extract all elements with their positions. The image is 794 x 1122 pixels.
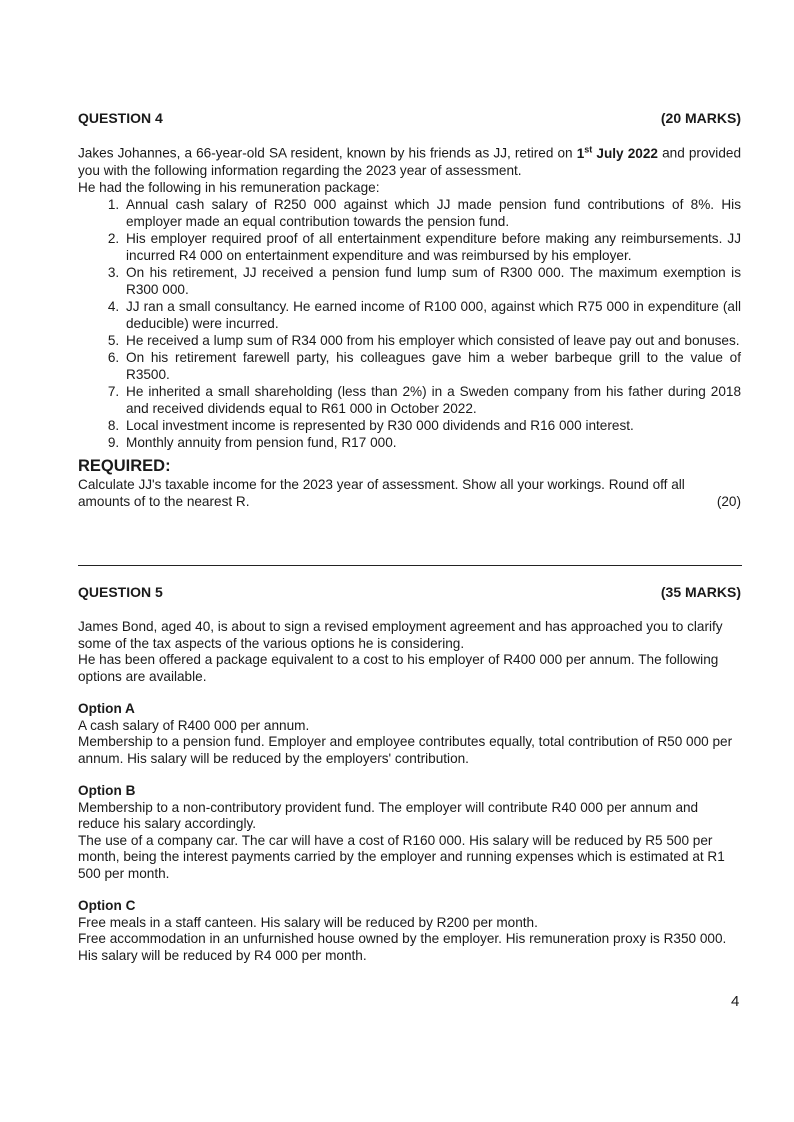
option-title: Option A — [78, 701, 135, 716]
question-4-required — [78, 456, 741, 510]
option-c — [78, 898, 741, 964]
option-b — [78, 783, 741, 882]
question-4-body — [78, 141, 741, 451]
retirement-date — [577, 146, 658, 161]
option-line: Membership to a pension fund. Employer and employee contributes equally, total contribution of R50 000 per annum. His salary will be reduced by the employers' contribution. — [78, 734, 733, 766]
date-suffix: st — [584, 144, 593, 154]
question-4-header — [78, 110, 741, 127]
intro-text-cont: and provided you with the following information regarding the 2023 year of assessment. — [78, 145, 741, 178]
option-line: Free accommodation in an unfurnished house owned by the employer. His remuneration proxy is R350 000. His salary will be reduced by R4 000 per month. — [78, 931, 727, 963]
page-number: 4 — [731, 993, 740, 1010]
question-4-title: QUESTION 4 — [78, 110, 163, 126]
list-item: 5. He received a lump sum of R34 000 from his employer which consisted of leave pay out and bonuses. — [123, 332, 741, 349]
option-title: Option B — [78, 783, 136, 798]
list-item: 1. Annual cash salary of R250 000 against which JJ made pension fund contributions of 8%. His employer made an equal contribution towards the pension fund. — [123, 196, 741, 230]
list-item: 8. Local investment income is represented by R30 000 dividends and R16 000 interest. — [123, 417, 741, 434]
list-item: 4. JJ ran a small consultancy. He earned income of R100 000, against which R75 000 in expenditure (all deducible) were incurred. — [123, 298, 741, 332]
section-divider — [78, 565, 742, 566]
list-item: 3. On his retirement, JJ received a pension fund lump sum of R300 000. The maximum exemption is R300 000. — [123, 264, 741, 298]
required-line-1: Calculate JJ's taxable income for the 2023 year of assessment. Show all your workings. Round off all — [78, 477, 685, 492]
intro-text: Jakes Johannes, a 66-year-old SA resident, known by his friends as JJ, retired on — [78, 145, 577, 161]
question-4-intro — [78, 141, 741, 179]
question-5-title: QUESTION 5 — [78, 584, 163, 600]
question-5-intro: James Bond, aged 40, is about to sign a revised employment agreement and has approached you to clarify some of the tax aspects of the various options he is considering. — [78, 619, 723, 651]
question-5-header — [78, 584, 741, 601]
question-4-marks: (20 MARKS) — [660, 110, 741, 126]
question-4-intro2: He had the following in his remuneration package: — [78, 179, 380, 195]
date-rest: July 2022 — [592, 145, 658, 161]
question-4-list — [78, 196, 741, 451]
required-marks: (20) — [716, 494, 741, 509]
list-item: 7. He inherited a small shareholding (less than 2%) in a Sweden company from his father during 2018 and received dividends equal to R61 000 in October 2022. — [123, 383, 741, 417]
option-line: A cash salary of R400 000 per annum. — [78, 717, 310, 733]
question-5-body — [78, 619, 741, 964]
option-line: The use of a company car. The car will have a cost of R160 000. His salary will be reduced by R5 500 per month, being the interest payments carried by the employer and running expenses which is estimated at R1 500 per month. — [78, 832, 725, 881]
list-item: 2. His employer required proof of all entertainment expenditure before making any reimbursements. JJ incurred R4 000 on entertainment expenditure and was reimbursed by his employer. — [123, 230, 741, 264]
date-day: 1 — [576, 145, 585, 161]
option-line: Membership to a non-contributory provident fund. The employer will contribute R40 000 per annum and reduce his salary accordingly. — [78, 799, 699, 831]
option-line: Free meals in a staff canteen. His salary will be reduced by R200 per month. — [78, 914, 538, 930]
question-5-marks: (35 MARKS) — [660, 584, 741, 600]
list-item: 9. Monthly annuity from pension fund, R17 000. — [123, 434, 741, 451]
option-a — [78, 701, 741, 767]
option-title: Option C — [78, 898, 136, 913]
required-line-2: amounts of to the nearest R. — [78, 494, 250, 509]
question-5-intro2: He has been offered a package equivalent to a cost to his employer of R400 000 per annum. The following options are available. — [78, 652, 719, 684]
required-heading: REQUIRED: — [78, 457, 171, 475]
list-item: 6. On his retirement farewell party, his colleagues gave him a weber barbeque grill to the value of R3500. — [123, 349, 741, 383]
